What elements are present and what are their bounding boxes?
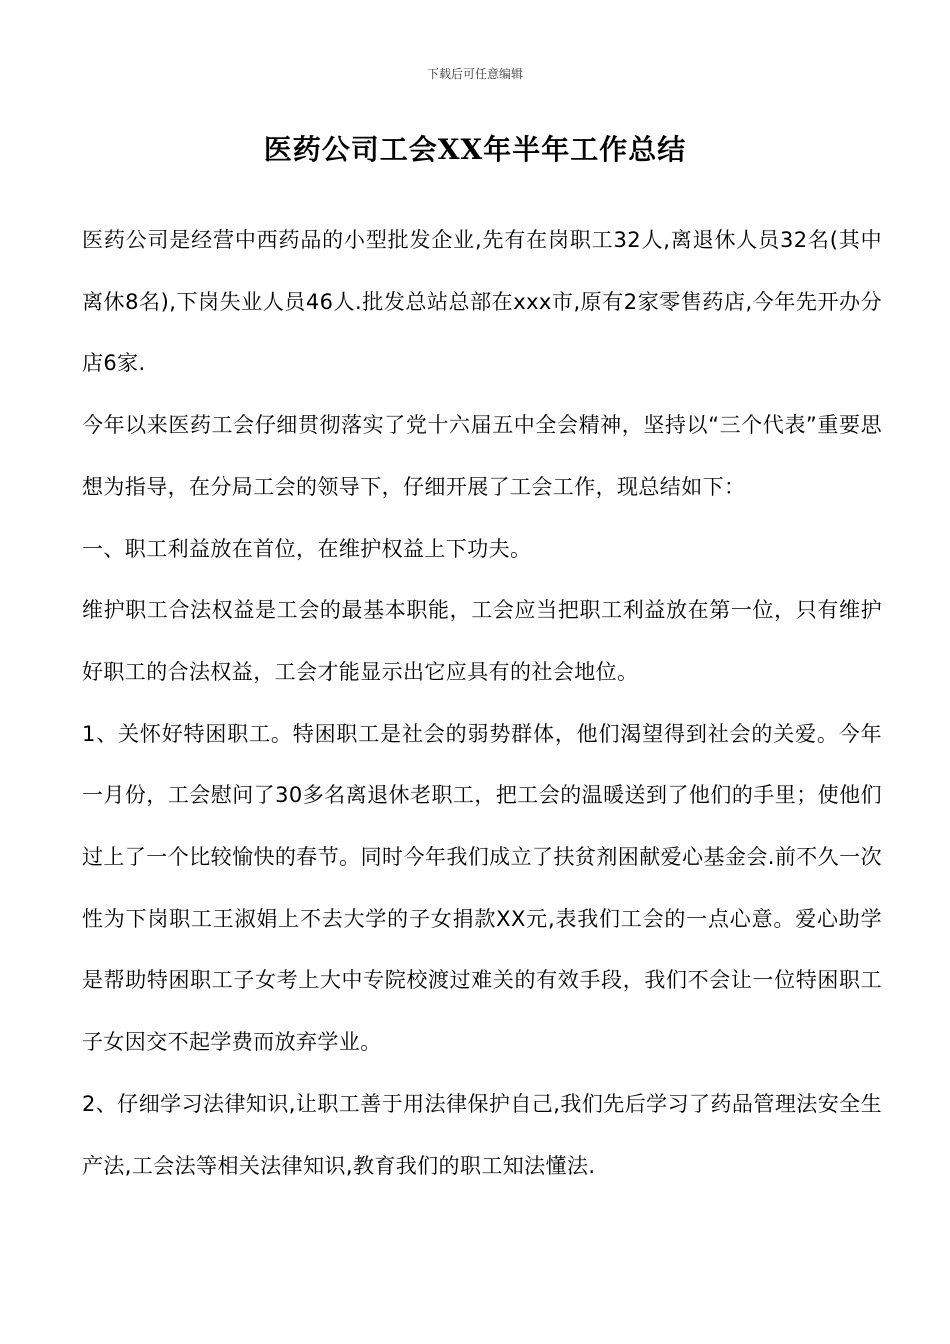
header-note: 下载后可任意编辑	[426, 67, 523, 81]
document-body	[82, 210, 882, 1197]
document-title: 医药公司工会XX年半年工作总结	[263, 133, 687, 166]
list-item-2: 2、仔细学习法律知识,让职工善于用法律保护自己,我们先后学习了药品管理法安全生产法,工会法等相关法律知识,教育我们的职工知法懂法.	[82, 1091, 882, 1178]
list-item-1: 1、关怀好特困职工。特困职工是社会的弱势群体，他们渴望得到社会的关爱。今年一月份，工会慰问了30多名离退休老职工，把工会的温暖送到了他们的手里；使他们过上了一个比较愉快的春节。同时今年我们成立了扶贫剂困献爱心基金会.前不久一次性为下岗职工王淑娟上不去大学的子女捐款XX元,表我们工会的一点心意。爱心助学是帮助特困职工子女考上大中专院校渡过难关的有效手段，我们不会让一位特困职工子女因交不起学费而放弃学业。	[82, 721, 882, 1055]
paragraph-summary: 今年以来医药工会仔细贯彻落实了党十六届五中全会精神，坚持以“三个代表”重要思想为指导，在分局工会的领导下，仔细开展了工会工作，现总结如下：	[82, 413, 882, 499]
paragraph-intro: 医药公司是经营中西药品的小型批发企业,先有在岗职工32人,离退休人员32名(其中离休8名),下岗失业人员46人.批发总站总部在xxx市,原有2家零售药店,今年先开办分店6家.	[82, 228, 882, 376]
paragraph-rights: 维护职工合法权益是工会的最基本职能，工会应当把职工利益放在第一位，只有维护好职工的合法权益，工会才能显示出它应具有的社会地位。	[82, 598, 882, 684]
section-heading-1: 一、职工利益放在首位，在维护权益上下功夫。	[82, 536, 532, 561]
